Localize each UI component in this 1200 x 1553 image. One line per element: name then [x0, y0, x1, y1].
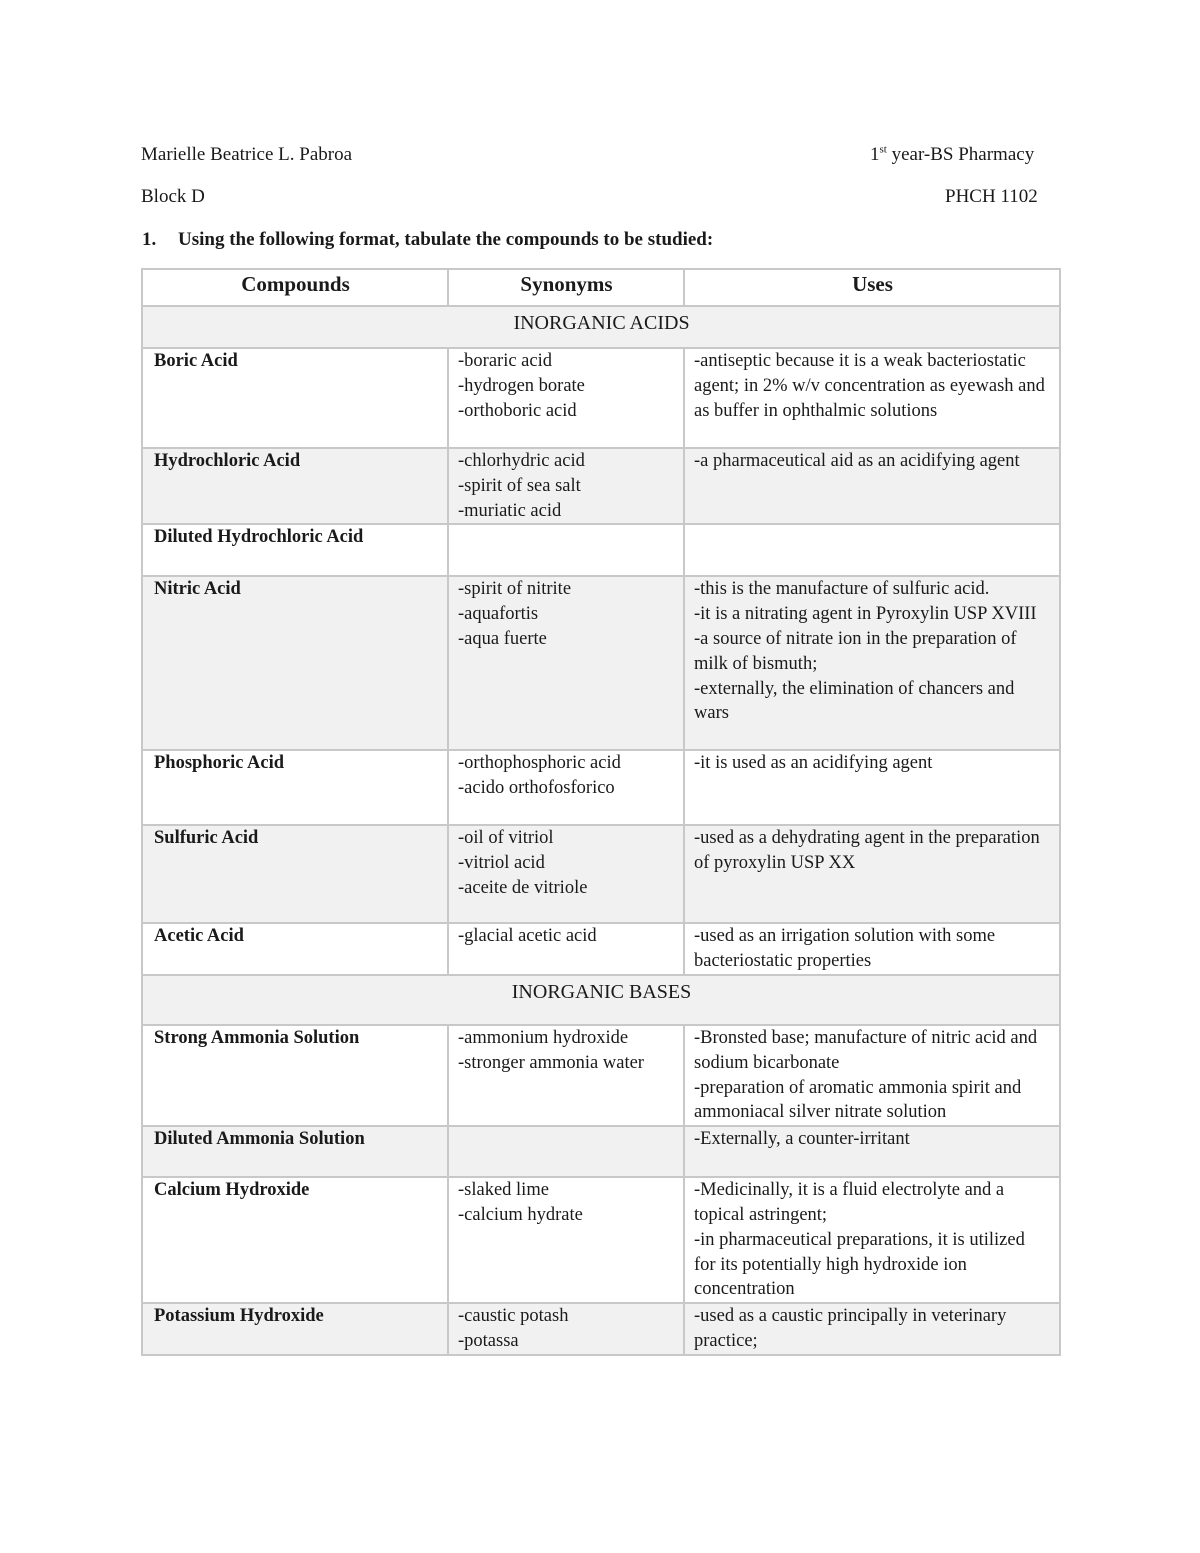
uses-cell [684, 576, 1060, 750]
uses-cell [684, 348, 1060, 448]
synonym: -calcium hydrate [458, 1204, 583, 1225]
uses-cell [684, 524, 1060, 576]
synonym: -acido orthofosforico [458, 778, 615, 799]
synonym: -aquafortis [458, 604, 539, 625]
year-superscript: st [879, 143, 887, 156]
synonym: -spirit of nitrite [458, 579, 572, 600]
uses-cell [684, 1126, 1060, 1177]
year-program [870, 144, 1034, 166]
synonym: -boraric acid [458, 351, 552, 371]
table-row [142, 348, 1060, 448]
table-row [142, 524, 1060, 576]
synonym: -hydrogen borate [458, 375, 585, 396]
use-item: -used as a dehydrating agent in the preparation of pyroxylin USP XX [694, 828, 1040, 874]
table-row [142, 1025, 1060, 1126]
question-number: 1. [142, 229, 157, 250]
uses-cell [684, 750, 1060, 825]
uses-cell [684, 1177, 1060, 1303]
course-code: PHCH 1102 [945, 186, 1038, 207]
synonyms-cell [448, 524, 684, 576]
synonyms-cell [448, 923, 684, 975]
use-item: -Medicinally, it is a fluid electrolyte and a topical astringent; [694, 1180, 1005, 1225]
synonym: -caustic potash [458, 1306, 569, 1327]
compound-name: Acetic Acid [142, 923, 448, 975]
table-header-row [142, 269, 1060, 306]
compound-name: Phosphoric Acid [142, 750, 448, 825]
student-name: Marielle Beatrice L. Pabroa [141, 144, 353, 165]
uses-cell [684, 923, 1060, 975]
use-item: -a pharmaceutical aid as an acidifying agent [694, 451, 1020, 471]
use-item: -preparation of aromatic ammonia spirit and ammoniacal silver nitrate solution [694, 1077, 1022, 1123]
synonym: -aqua fuerte [458, 628, 547, 649]
compound-name: Hydrochloric Acid [142, 448, 448, 524]
synonyms-cell [448, 348, 684, 448]
use-item: -Externally, a counter-irritant [694, 1129, 910, 1150]
synonyms-cell [448, 1303, 684, 1355]
synonyms-cell [448, 1025, 684, 1126]
use-item: -it is a nitrating agent in Pyroxylin USP XVIII [694, 604, 1037, 625]
use-item: -this is the manufacture of sulfuric acid. [694, 579, 990, 600]
synonym: -chlorhydric acid [458, 451, 585, 471]
synonym: -stronger ammonia water [458, 1052, 644, 1073]
uses-cell [684, 1025, 1060, 1126]
section-title: INORGANIC ACIDS [142, 306, 1060, 348]
synonyms-cell [448, 825, 684, 923]
header-uses: Uses [684, 269, 1060, 306]
synonyms-cell [448, 576, 684, 750]
compound-name: Nitric Acid [142, 576, 448, 750]
use-item: -Bronsted base; manufacture of nitric acid and sodium bicarbonate [694, 1027, 1038, 1073]
synonym: -aceite de vitriole [458, 877, 588, 898]
use-item: -externally, the elimination of chancers and wars [694, 678, 1015, 724]
synonym: -muriatic acid [458, 500, 562, 521]
compound-name: Sulfuric Acid [142, 825, 448, 923]
table-row [142, 448, 1060, 524]
synonym: -orthophosphoric acid [458, 753, 621, 774]
synonym: -potassa [458, 1330, 519, 1351]
synonym: -spirit of sea salt [458, 475, 581, 496]
table-row [142, 1177, 1060, 1303]
use-item: -used as a caustic principally in veterinary practice; [694, 1306, 1007, 1351]
use-item: -used as an irrigation solution with some bacteriostatic properties [694, 926, 996, 972]
table-body [142, 306, 1060, 1355]
synonym: -vitriol acid [458, 853, 545, 874]
header-synonyms: Synonyms [448, 269, 684, 306]
compound-name: Strong Ammonia Solution [142, 1025, 448, 1126]
section-title: INORGANIC BASES [142, 975, 1060, 1025]
section-row [142, 975, 1060, 1025]
table-row [142, 1303, 1060, 1355]
compound-name: Potassium Hydroxide [142, 1303, 448, 1355]
table-row [142, 825, 1060, 923]
question [142, 229, 714, 251]
synonym: -glacial acetic acid [458, 926, 597, 947]
synonym: -slaked lime [458, 1180, 549, 1201]
table-row [142, 750, 1060, 825]
synonyms-cell [448, 1126, 684, 1177]
synonyms-cell [448, 448, 684, 524]
use-item: -a source of nitrate ion in the preparation of milk of bismuth; [694, 628, 1017, 674]
use-item: -antiseptic because it is a weak bacteriostatic agent; in 2% w/v concentration as eyewash and as buffer in ophthalmic solutions [694, 351, 1045, 421]
year-program-text: year-BS Pharmacy [886, 144, 1035, 165]
header-compounds: Compounds [142, 269, 448, 306]
use-item: -it is used as an acidifying agent [694, 753, 933, 774]
synonym: -ammonium hydroxide [458, 1027, 629, 1048]
compound-name: Calcium Hydroxide [142, 1177, 448, 1303]
synonyms-cell [448, 750, 684, 825]
question-text: Using the following format, tabulate the compounds to be studied: [178, 229, 714, 250]
compounds-table [141, 268, 1061, 1356]
uses-cell [684, 448, 1060, 524]
synonyms-cell [448, 1177, 684, 1303]
compound-name: Diluted Hydrochloric Acid [142, 524, 448, 576]
synonym: -oil of vitriol [458, 828, 554, 849]
year-number: 1 [870, 144, 880, 165]
section-row [142, 306, 1060, 348]
compound-name: Boric Acid [142, 348, 448, 448]
table-row [142, 923, 1060, 975]
uses-cell [684, 1303, 1060, 1355]
compound-name: Diluted Ammonia Solution [142, 1126, 448, 1177]
use-item: -in pharmaceutical preparations, it is utilized for its potentially high hydroxide ion concentration [694, 1229, 1025, 1300]
table-row [142, 1126, 1060, 1177]
table-row [142, 576, 1060, 750]
synonym: -orthoboric acid [458, 400, 577, 421]
block-label: Block D [141, 186, 205, 207]
uses-cell [684, 825, 1060, 923]
